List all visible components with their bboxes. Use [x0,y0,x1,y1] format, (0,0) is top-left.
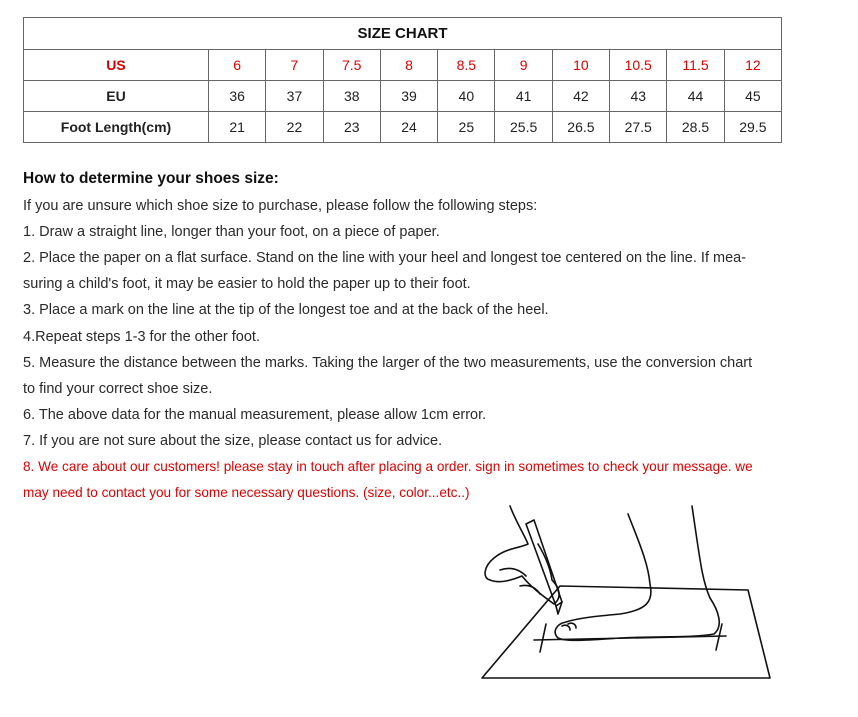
leg-and-foot [555,506,719,640]
size-cell: 8.5 [438,50,495,81]
row-label: Foot Length(cm) [24,112,209,143]
toe-mark [540,624,546,652]
paper-sheet [482,586,770,678]
size-cell: 36 [209,81,266,112]
size-chart-table [23,17,782,143]
size-cell: 22 [266,112,323,143]
us-size-row [24,50,782,81]
size-cell: 6 [209,50,266,81]
size-chart-title-row [24,18,782,50]
size-cell: 38 [323,81,380,112]
size-cell: 25 [438,112,495,143]
instruction-step: 4.Repeat steps 1-3 for the other foot. [23,328,260,345]
size-cell: 10 [552,50,609,81]
pen [526,520,562,606]
size-cell: 9 [495,50,552,81]
size-cell: 7 [266,50,323,81]
instruction-step: to find your correct shoe size. [23,380,213,397]
size-cell: 43 [610,81,667,112]
size-cell: 45 [724,81,781,112]
customer-notice: may need to contact you for some necessary questions. (size, color...etc..) [23,484,470,500]
size-cell: 42 [552,81,609,112]
instruction-step: 2. Place the paper on a flat surface. Stand on the line with your heel and longest toe centered on the line. If mea- [23,250,747,267]
instruction-step: 3. Place a mark on the line at the tip of the longest toe and at the back of the heel. [23,302,549,319]
size-cell: 24 [380,112,437,143]
instructions-heading: How to determine your shoes size: [23,170,279,187]
size-chart-title: SIZE CHART [24,18,782,50]
size-cell: 44 [667,81,724,112]
size-cell: 41 [495,81,552,112]
size-cell: 39 [380,81,437,112]
foot-measuring-illustration [470,500,790,690]
size-cell: 29.5 [724,112,781,143]
row-label: US [24,50,209,81]
instruction-step: 5. Measure the distance between the marks. Taking the larger of the two measurements, use the conversion chart [23,354,753,371]
hand [485,506,559,604]
size-cell: 8 [380,50,437,81]
size-cell: 28.5 [667,112,724,143]
instruction-step: 7. If you are not sure about the size, please contact us for advice. [23,432,443,449]
instruction-step: 6. The above data for the manual measurement, please allow 1cm error. [23,406,487,423]
foot-length-row [24,112,782,143]
size-cell: 12 [724,50,781,81]
customer-notice: 8. We care about our customers! please stay in touch after placing a order. sign in sometimes to check your message. we [23,459,753,475]
size-cell: 26.5 [552,112,609,143]
size-cell: 40 [438,81,495,112]
size-cell: 21 [209,112,266,143]
size-cell: 25.5 [495,112,552,143]
sizing-instructions [23,166,813,505]
size-cell: 27.5 [610,112,667,143]
size-cell: 7.5 [323,50,380,81]
instruction-step: suring a child's foot, it may be easier to hold the paper up to their foot. [23,276,471,293]
size-cell: 11.5 [667,50,724,81]
instructions-intro: If you are unsure which shoe size to purchase, please follow the following steps: [23,198,538,215]
eu-size-row [24,81,782,112]
size-cell: 37 [266,81,323,112]
size-cell: 23 [323,112,380,143]
row-label: EU [24,81,209,112]
instruction-step: 1. Draw a straight line, longer than your foot, on a piece of paper. [23,224,440,241]
size-cell: 10.5 [610,50,667,81]
